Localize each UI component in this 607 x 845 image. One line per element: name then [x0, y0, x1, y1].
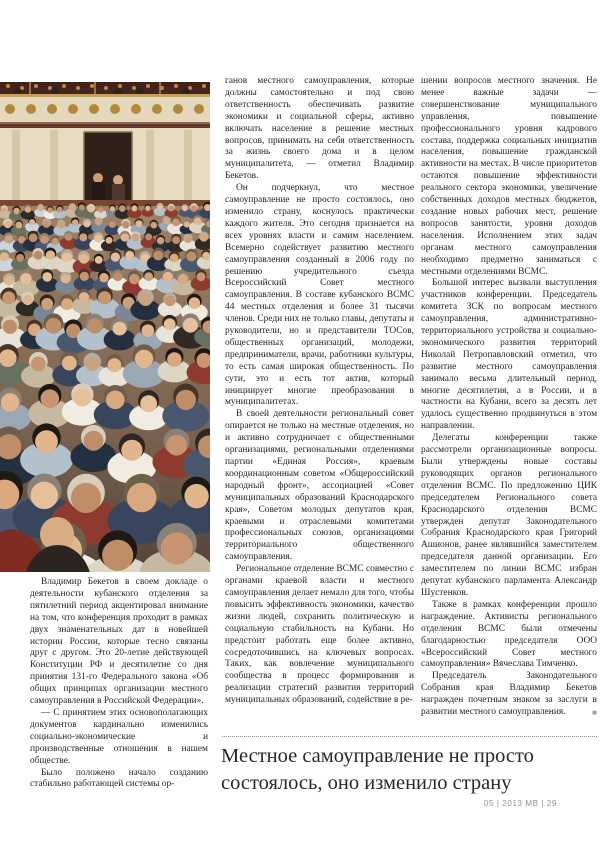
body-paragraph: Владимир Бекетов в своем докладе о деятельности кубанского отделения за пятилетний период акцентировал внимание на том, что конференция проходит в рамках двух знаменательных дат в новейшей истории России, которые тесно связаны друг с другом. Это 20-летие действующей Конституции РФ и десятилетие со дня принятия 131-го Федерального закона «Об общих принципах организации местного самоуправления в Российской Федерации».: [30, 577, 208, 707]
body-paragraph: шении вопросов местного значения. Не менее важные задачи — совершенствование муниципального управления, повышение профессионального уровня кадрового состава, поддержка социальных инициатив населения, повышение гражданской активности на местах. В числе приоритетов остаются повышение эффективности реального сектора экономики, увеличение собственных доходов местных бюджетов, создание новых рабочих мест, решение вопросов занятости, уровня доходов населения. Исполнением этих задач органам местного самоуправления необходимо предметно заниматься с местными отделениями ВСМС.: [421, 76, 597, 277]
body-paragraph: Было положено начало созданию стабильно работающей системы ор-: [30, 767, 208, 790]
dotted-divider: [222, 736, 597, 737]
paragraph-text: Председатель Законодательного Собрания края Владимир Бекетов награжден почетным знаком за заслуги в развитии местного самоуправления.: [421, 671, 597, 718]
article-headline: Местное самоуправление не просто состоялось, оно изменило страну: [221, 745, 534, 794]
conference-audience-photo-art: [0, 82, 210, 572]
body-paragraph: В своей деятельности региональный совет опирается не только на местные отделения, но и активно сотрудничает с общественными организациями, региональными отделениями партии «Единая Россия», краевым координационным советом «Общероссийский народный фронт», ассоциацией «Совет муниципальных образований Краснодарского края», Советом молодых депутатов края, краевыми и отраслевыми комитетами профессиональных союзов, организациями территориального общественного самоуправления.: [225, 409, 414, 563]
body-paragraph: Региональное отделение ВСМС совместно с органами краевой власти и местного самоуправления делает немало для того, чтобы повысить эффективность экономики, качество жизни людей, сохранить политическую и социальную стабильность на Кубани. Но предстоит работать еще более активно, сосредоточившись на ключевых вопросах. Таких, как вовлечение муниципального сообщества в процесс формирования и реализации стратегий развития территорий муниципальных образований, содействие в ре-: [225, 564, 414, 706]
page-folio: 05 | 2013 МВ | 29: [483, 799, 557, 808]
body-paragraph: Также в рамках конференции прошло награждение. Активисты регионального отделения ВСМС были отмечены благодарностью председателя ООО «Всероссийский Совет местного самоуправления» Вячеслава Тимченко.: [421, 599, 597, 670]
body-paragraph: ганов местного самоуправления, которые должны самостоятельно и под свою ответственность обеспечивать развитие экономики и социальной сферы, активно включать население в решение местных вопросов, принимать на себя ответственность за жизнь своего дома и в целом муниципалитета, — отметил Владимир Бекетов.: [225, 76, 414, 182]
conference-audience-photo: [0, 82, 210, 572]
body-paragraph: [421, 671, 597, 719]
middle-text-column: [225, 76, 414, 731]
end-of-article-marker: ■: [592, 708, 597, 718]
left-text-column: [30, 577, 208, 805]
body-paragraph: Большой интерес вызвали выступления участников конференции. Председатель комитета ЗСК по вопросам местного самоуправления, административно-территориального устройства и социально-экономического развития территорий Николай Петропавловский отметил, что развитие местного самоуправления занимало весьма длительный период, многие десятилетия, а в России, и в частности на Кубани, всего за десять лет удалось существенно продвинуться в этом направлении.: [421, 278, 597, 432]
body-paragraph: Делегаты конференции также рассмотрели организационные вопросы. Были утверждены новые составы руководящих органов регионального отделения ВСМС. По предложению ЦИК председателем Регионального совета Краснодарского отделения ВСМС утвержден депутат Законодательного Собрания Краснодарского края Григорий Ашионов, ранее являвшийся заместителем председателя данной организации. Его заместителем по линии ВСМС избран депутат кубанского парламента Александр Шустенков.: [421, 433, 597, 598]
body-paragraph: Он подчеркнул, что местное самоуправление не просто состоялось, оно изменило страну, коснулось практически каждого жителя. Это сегодня признается на всех уровнях власти и самим населением. Всемерно содействует развитию местного самоуправления созданный в 2006 году по решению учредительного съезда Всероссийский Совет местного самоуправления. В составе кубанского ВСМС 44 местных отделения и более 31 тысячи членов. Среди них не только главы, депутаты и руководители, но и представители ТОСов, общественных организаций, молодежи, предприниматели, врачи, работники культуры, то есть самая широкая общественность. По сути, это и есть тот актив, который инициирует многие преобразования в муниципалитетах.: [225, 183, 414, 408]
body-paragraph: — С принятием этих основополагающих документов кардинально изменились социально-экономические и производственные отношения в нашем обществе.: [30, 707, 208, 766]
right-text-column: [421, 76, 597, 731]
